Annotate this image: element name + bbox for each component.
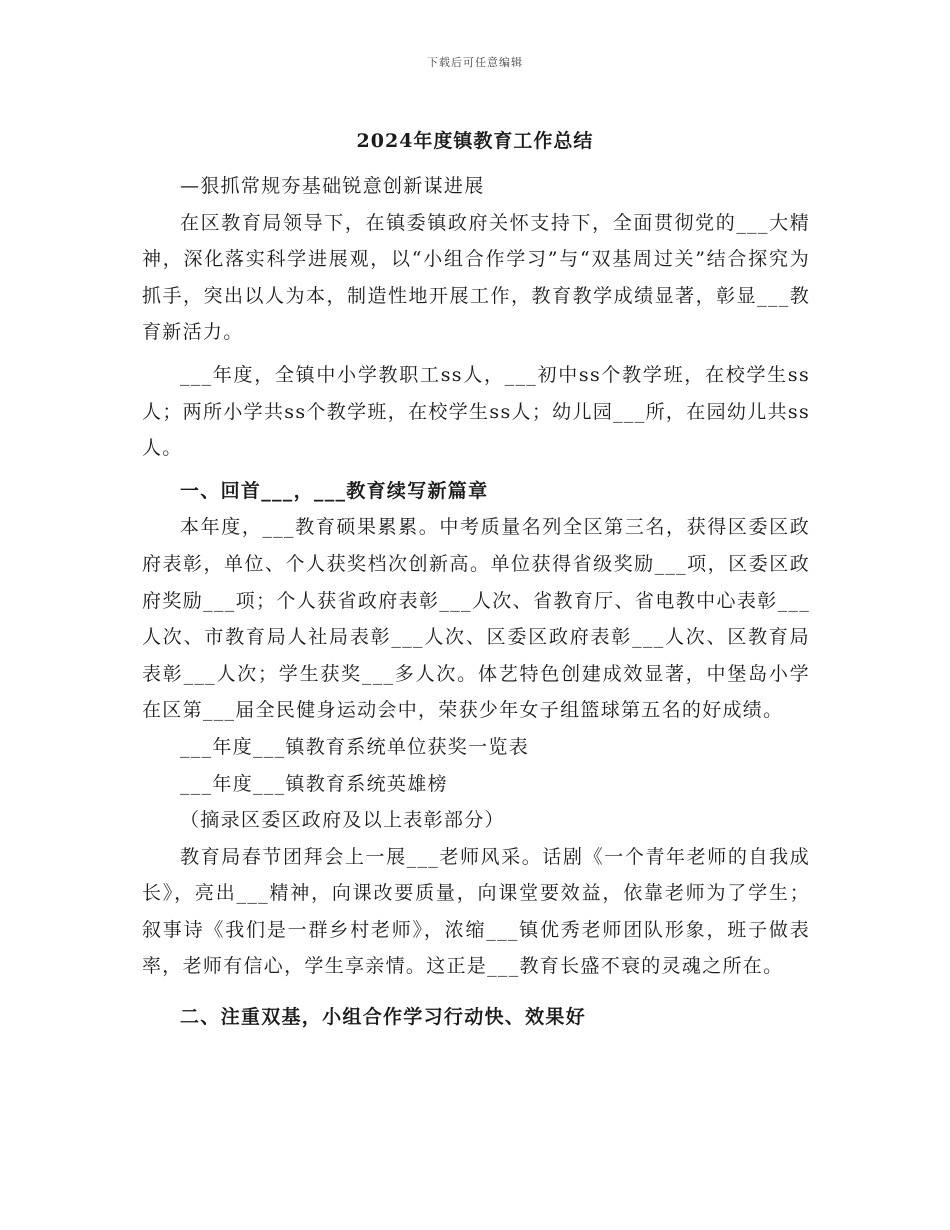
section-heading-2: 二、注重双基，小组合作学习行动快、效果好 xyxy=(180,1006,587,1029)
subtitle: —狠抓常规夯基础锐意创新谋进展 xyxy=(180,175,485,197)
section-heading-1: 一、回首___，___教育续写新篇章 xyxy=(180,479,489,502)
table2-caption: ___年度___镇教育系统英雄榜 xyxy=(180,772,448,795)
table1-caption: ___年度___镇教育系统单位获奖一览表 xyxy=(180,735,530,758)
document-title: 2024年度镇教育工作总结 xyxy=(356,130,594,152)
paragraph-intro: 在区教育局领导下，在镇委镇政府关怀支持下，全面贯彻党的___大精神，深化落实科学进展观，以“小组合作学习”与“双基周过关”结合探究为抓手，突出以人为本，制造性地开展工作，教育教学成绩显著，彰显___教育新活力。 xyxy=(142,211,810,344)
paragraph-stats: ___年度，全镇中小学教职工ss人，___初中ss个教学班，在校学生ss人；两所小学共ss个教学班，在校学生ss人；幼儿园___所，在园幼儿共ss人。 xyxy=(142,363,810,460)
paragraph-achievements: 本年度，___教育硕果累累。中考质量名列全区第三名，获得区委区政府表彰，单位、个人获奖档次创新高。单位获得省级奖励___项，区委区政府奖励___项；个人获省政府表彰___人次、省教育厅、省电教中心表彰___人次、市教育局人社局表彰___人次、区委区政府表彰___人次、区教育局表彰___人次；学生获奖___多人次。体艺特色创建成效显著，中堡岛小学在区第___届全民健身运动会中，荣获少年女子组篮球第五名的好成绩。 xyxy=(142,516,810,722)
paragraph-spirit: 教育局春节团拜会上一展___老师风采。话剧《一个青年老师的自我成长》，亮出___精神，向课改要质量，向课堂要效益，依靠老师为了学生；叙事诗《我们是一群乡村老师》，浓缩___镇优秀老师团队形象，班子做表率，老师有信心，学生享亲情。这正是___教育长盛不衰的灵魂之所在。 xyxy=(142,845,810,978)
excerpt-note: （摘录区委区政府及以上表彰部分） xyxy=(180,809,505,832)
header-note: 下载后可任意编辑 xyxy=(427,56,523,69)
document-body xyxy=(142,168,810,1036)
